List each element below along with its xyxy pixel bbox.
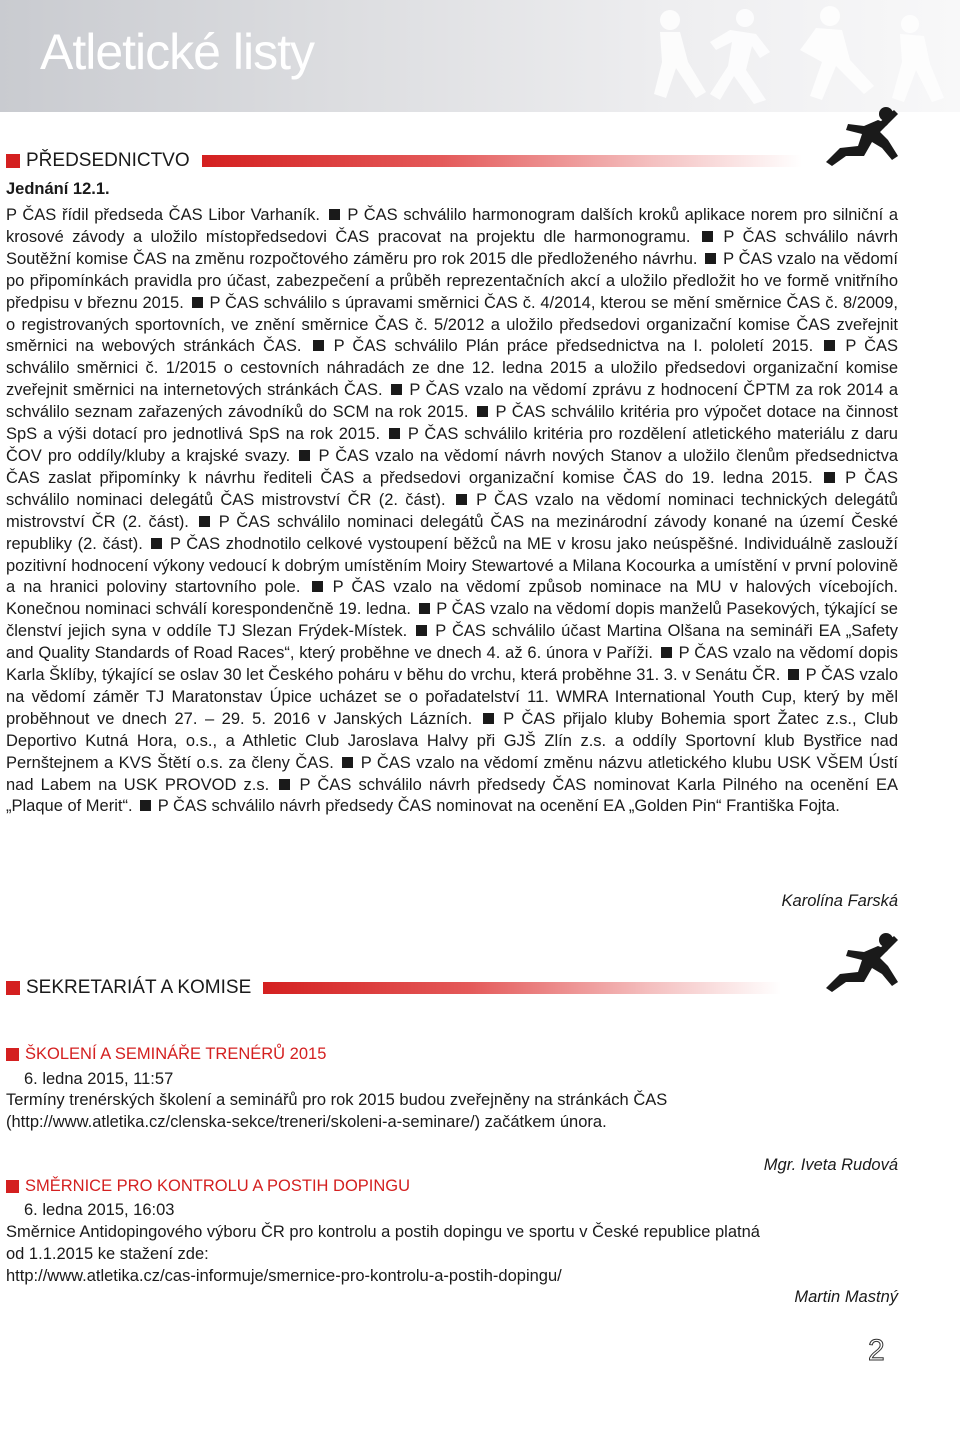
bullet-square-icon <box>342 757 353 768</box>
minutes-item: P ČAS vzalo na vědomí záměr TJ Maratonstav Úpice ucházet se o pořadatelství 11. WMRA International Youth Cup, který by měl proběhnout ve dnech 27. – 29. 5. 2016 v Janských Lázních. <box>6 666 899 728</box>
bullet-square-icon <box>705 253 716 264</box>
bullet-square-icon <box>140 800 151 811</box>
minutes-item: P ČAS vzalo na vědomí po připomínkách pravidla pro účast, zabezpečení a průběh reprezentačních akcí a uložilo předložit ho ve formě vnitřního předpisu v březnu 2015. <box>6 249 898 312</box>
heading-gradient-bar <box>202 155 802 167</box>
meeting-date: Jednání 12.1. <box>6 180 110 198</box>
bullet-square-icon <box>483 713 494 724</box>
red-square-icon <box>6 154 20 168</box>
bullet-square-icon <box>312 581 323 592</box>
bullet-square-icon <box>199 516 210 527</box>
minutes-item: P ČAS přijalo kluby Bohemia sport Žatec z.s., Club Deportivo Kutná Hora, o.s., a Athletic Club Jaroslava Halvy při GJŠ Zlín z.s. a oddíly Sportovní klub Bystřice nad Pernštejnem a KVS Štětí o.s. za členy ČAS. <box>6 709 898 772</box>
signature-mastny: Martin Mastný <box>794 1288 898 1306</box>
minutes-item: P ČAS schválilo Plán práce předsednictva na I. pololetí 2015. <box>333 337 814 356</box>
header-banner <box>0 0 960 112</box>
article-heading-doping <box>6 1177 410 1196</box>
bullet-square-icon <box>824 472 835 483</box>
bullet-square-icon <box>824 340 835 351</box>
minutes-item: P ČAS schválilo kritéria pro rozdělení atletického materiálu z daru ČOV pro oddíly/kluby a krajské svazy. <box>6 425 898 465</box>
bullet-square-icon <box>419 603 430 614</box>
sprinter-icon <box>818 928 900 994</box>
minutes-item: P ČAS schválilo nominaci delegátů ČAS mistrovství ČR (2. část). <box>6 468 898 509</box>
article-text: Termíny trenérských školení a seminářů pro rok 2015 budou zveřejněny na stránkách ČAS <box>6 1091 668 1109</box>
article-title: ŠKOLENÍ A SEMINÁŘE TRENÉRŮ 2015 <box>25 1045 327 1063</box>
bullet-square-icon <box>416 625 427 636</box>
section-title: PŘEDSEDNICTVO <box>26 150 190 171</box>
bullet-square-icon <box>389 428 400 439</box>
minutes-item: P ČAS vzalo na vědomí způsob nominace na MU v halových vícebojích. Konečnou nominaci schválí korespondenčně 19. ledna. <box>6 578 898 619</box>
minutes-item: P ČAS schválilo kritéria pro výpočet dotace na činnost SpS a výši dotací pro jednotlivá SpS na rok 2015. <box>6 403 898 444</box>
bullet-square-icon <box>279 779 290 790</box>
section-heading-predsednictvo <box>6 148 802 174</box>
sprinter-icon <box>818 102 900 168</box>
minutes-item: P ČAS vzalo na vědomí změnu názvu atletického klubu USK VŠEM Ústí nad Labem na USK PROVOD z.s. <box>6 753 898 794</box>
minutes-item: P ČAS vzalo na vědomí dopis manželů Pasekových, týkající se členství jejich syna v oddíle TJ Slezan Frýdek-Místek. <box>6 600 898 641</box>
bullet-square-icon <box>313 340 324 351</box>
heading-gradient-bar <box>263 982 781 994</box>
minutes-item: P ČAS vzalo na vědomí dopis Karla Šklíby, týkající se oslav 30 let Českého poháru v běhu do vrchu, která proběhne 31. 3. v Senátu ČR. <box>6 644 898 685</box>
bullet-square-icon <box>788 669 799 680</box>
bullet-square-icon <box>661 647 672 658</box>
bullet-square-icon <box>329 209 340 220</box>
article-text: (http://www.atletika.cz/clenska-sekce/treneri/skoleni-a-seminare/) začátkem února. <box>6 1113 607 1131</box>
red-square-icon <box>6 1180 19 1193</box>
section-title: SEKRETARIÁT A KOMISE <box>26 977 252 998</box>
page-number: 2 <box>868 1334 885 1367</box>
article-text: od 1.1.2015 ke stažení zde: <box>6 1245 209 1263</box>
bullet-square-icon <box>151 538 162 549</box>
article-date: 6. ledna 2015, 11:57 <box>24 1070 174 1088</box>
minutes-item: P ČAS schválilo nominaci delegátů ČAS na mezinárodní závody konané na území České republiky (2. část). <box>6 512 899 553</box>
minutes-item: P ČAS schválilo s úpravami směrnici ČAS č. 4/2014, kterou se mění směrnice ČAS č. 8/2009, o registrovaných sportovních, ve znění směrnice ČAS č. 5/2012 a uložilo předsedovi organizační komise ČAS zveřejnit směrnici na webových stránkách ČAS. <box>6 293 898 356</box>
minutes-item: P ČAS schválilo návrh předsedy ČAS nominovat na ocenění EA „Golden Pin“ Františka Fojta. <box>157 797 840 816</box>
minutes-item: P ČAS schválilo účast Martina Olšana na semináři EA „Safety and Quality Standards of Road Races“, který proběhne ve dnech 4. až 6. února v Paříži. <box>6 622 899 663</box>
athletes-silhouettes-icon <box>530 0 960 112</box>
signature-rudova: Mgr. Iveta Rudová <box>763 1156 898 1174</box>
red-square-icon <box>6 981 20 995</box>
article-title: SMĚRNICE PRO KONTROLU A POSTIH DOPINGU <box>25 1177 411 1195</box>
publication-title: Atletické listy <box>40 24 314 80</box>
article-text: Směrnice Antidopingového výboru ČR pro kontrolu a postih dopingu ve sportu v České republice platná <box>6 1223 760 1241</box>
minutes-item: P ČAS schválilo návrh předsedy ČAS nominovat Karla Pilného na ocenění EA „Plaque of Merit“. <box>6 775 898 816</box>
bullet-square-icon <box>477 406 488 417</box>
meeting-minutes <box>6 205 898 818</box>
bullet-square-icon <box>456 494 467 505</box>
minutes-item: P ČAS zhodnotilo celkové vystoupení běžců na ME v krosu jako neúspěšné. Individuálně zaslouží pozitivní hodnocení výkony vedoucí k dobrým umístěním Moiry Stewartové a Milana Kocourka a umístění v první polovině a na hranici poloviny startovního pole. <box>6 534 898 597</box>
bullet-square-icon <box>702 231 713 242</box>
minutes-item: P ČAS vzalo na vědomí návrh nových Stanov a uložilo členům předsednictva ČAS zaslat připomínky k návrhu řediteli ČAS a předsedovi organizační komise ČAS do 19. ledna 2015. <box>6 446 898 487</box>
minutes-item: P ČAS vzalo na vědomí zprávu z hodnocení ČPTM za rok 2014 a schválilo seznam zařazených závodníků do SCM na rok 2015. <box>6 381 898 422</box>
minutes-item: P ČAS schválilo harmonogram dalších kroků aplikace norem pro silniční a krosové závody a uložilo místopředsedovi ČAS pracovat na projektu dle harmonogramu. <box>6 206 898 246</box>
minutes-item: P ČAS řídil předseda ČAS Libor Varhaník. <box>6 206 321 224</box>
minutes-item: P ČAS schválilo směrnici č. 1/2015 o cestovních náhradách ze dne 12. ledna 2015 a uložilo předsedovi organizační komise zveřejnit směrnici na internetových stránkách ČAS. <box>6 337 899 400</box>
minutes-item: P ČAS vzalo na vědomí nominaci technických delegátů mistrovství ČR (2. část). <box>6 490 898 531</box>
article-link[interactable]: http://www.atletika.cz/cas-informuje/smernice-pro-kontrolu-a-postih-dopingu/ <box>6 1267 562 1285</box>
article-date: 6. ledna 2015, 16:03 <box>24 1201 175 1219</box>
bullet-square-icon <box>391 384 402 395</box>
bullet-square-icon <box>192 297 203 308</box>
minutes-item: P ČAS schválilo návrh Soutěžní komise ČAS na změnu rozpočtového záměru pro rok 2015 dle předloženého návrhu. <box>6 227 899 268</box>
section-heading-sekretariat <box>6 975 781 1001</box>
article-heading-skoleni <box>6 1045 326 1064</box>
signature-farska: Karolína Farská <box>781 892 898 910</box>
red-square-icon <box>6 1048 19 1061</box>
bullet-square-icon <box>299 450 310 461</box>
